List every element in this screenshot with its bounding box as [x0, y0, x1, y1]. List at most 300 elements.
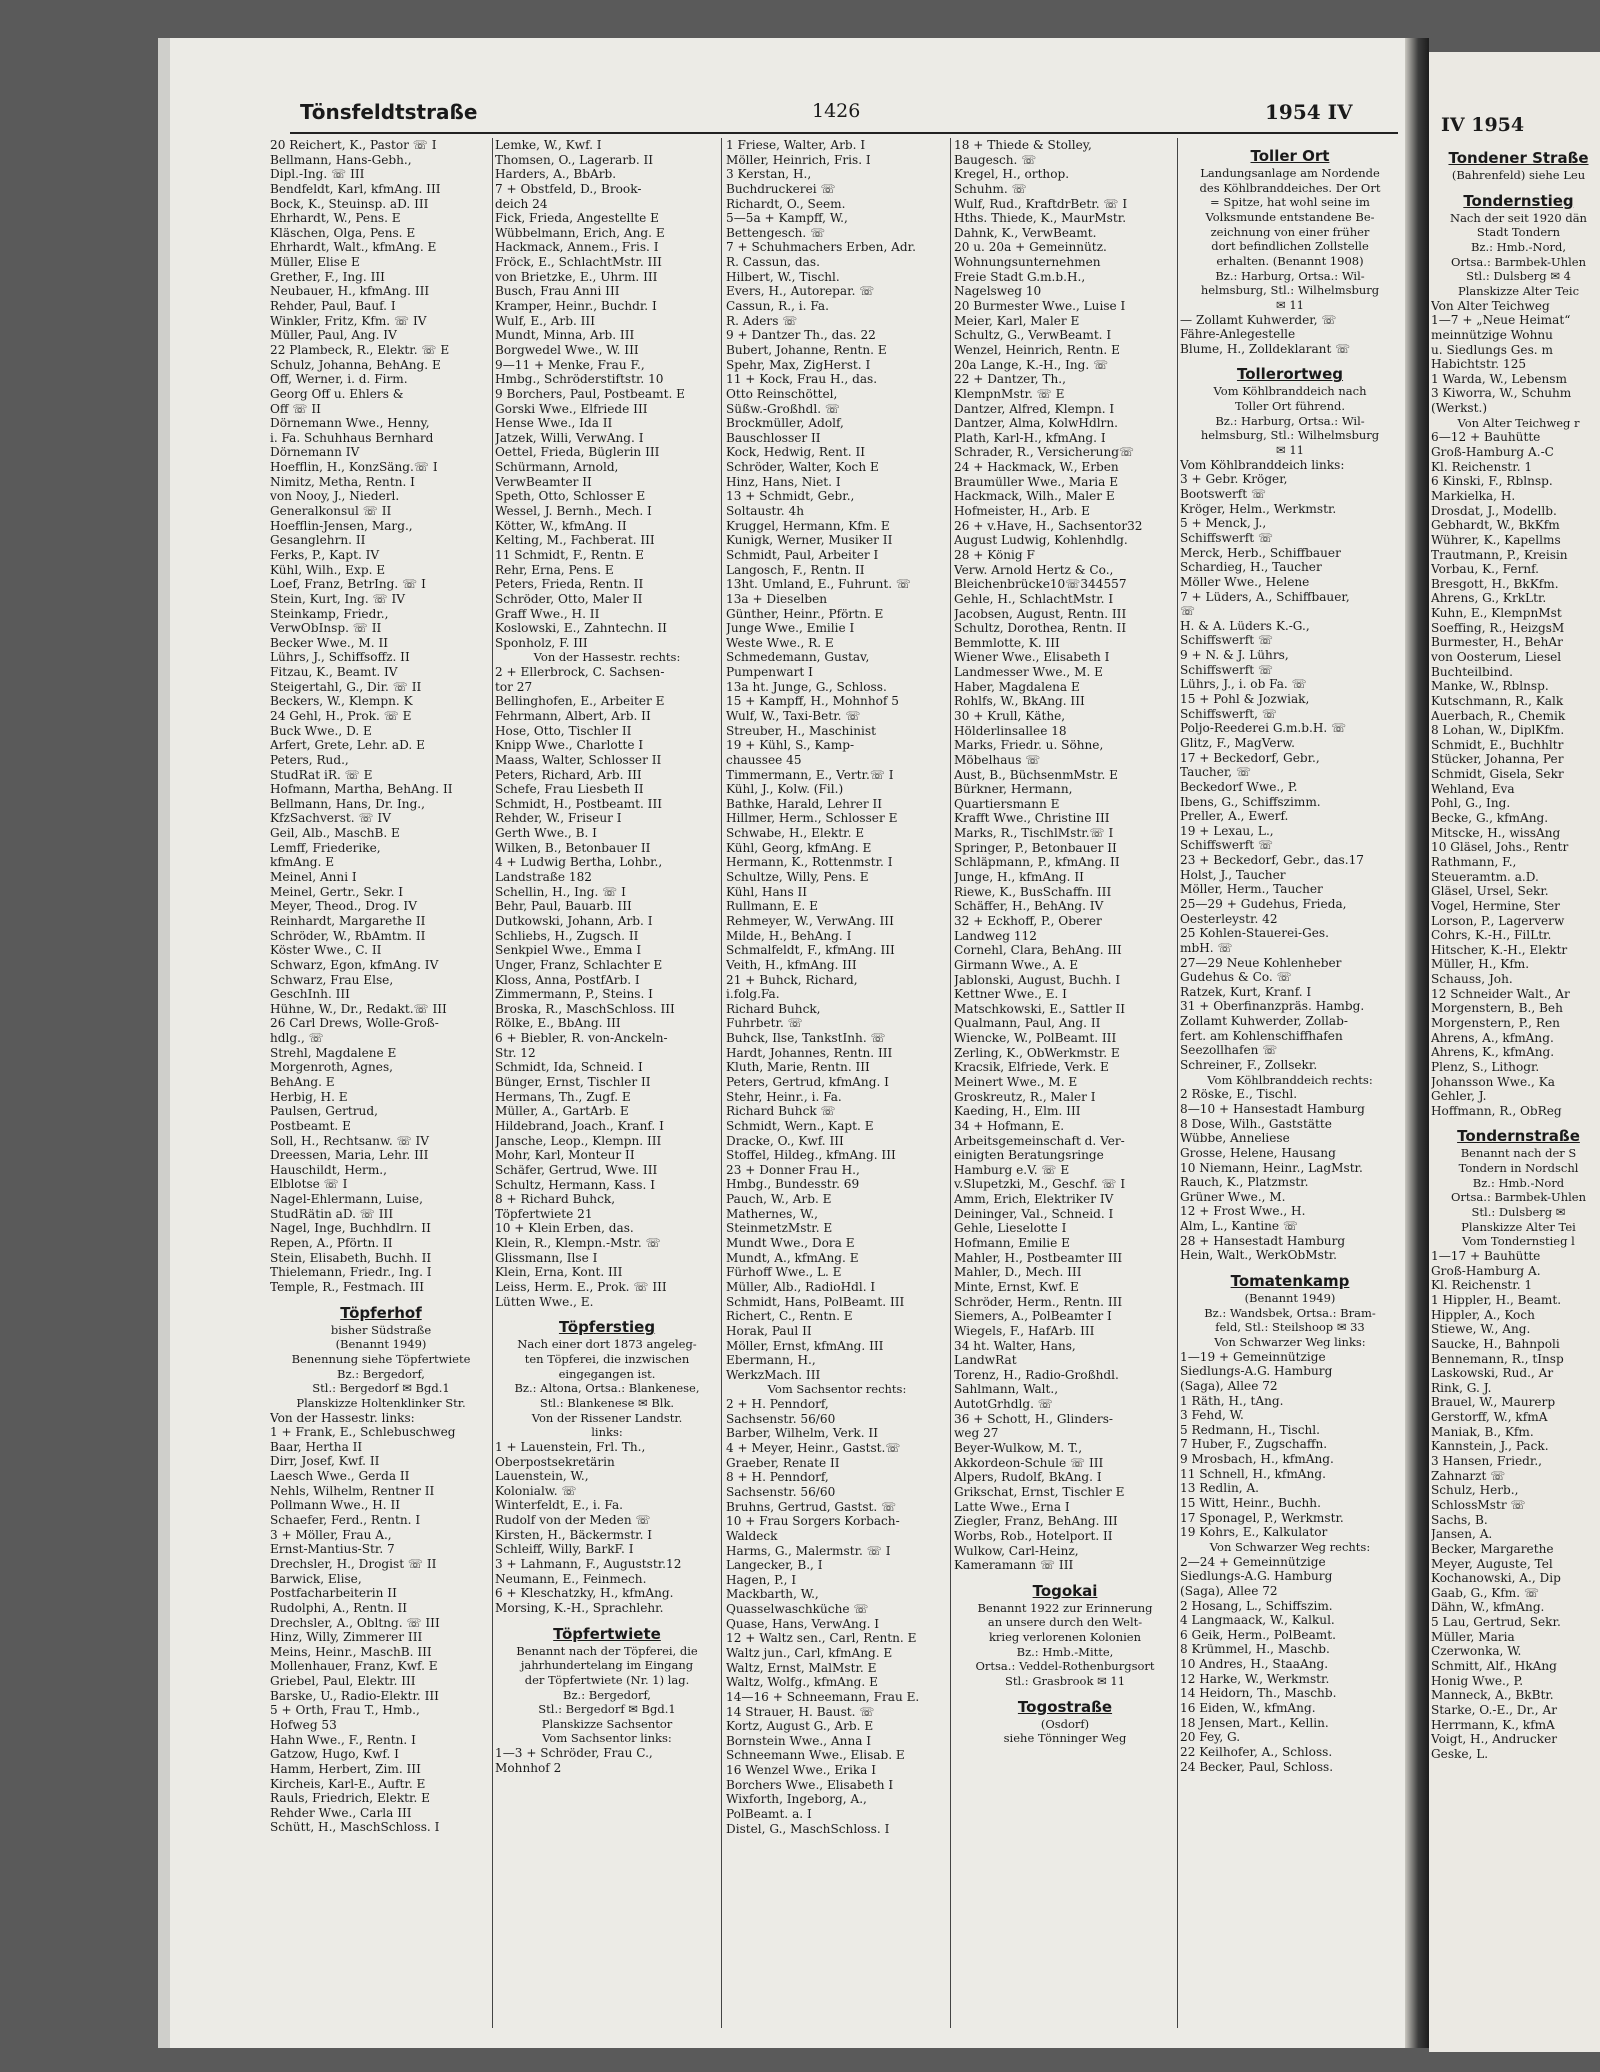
directory-entry: Gehle, Lieselotte I	[954, 1221, 1067, 1236]
directory-column-2	[495, 138, 719, 1775]
directory-entry: Gerstorff, W., kfmA	[1431, 1410, 1548, 1425]
directory-entry: 8 Krümmel, H., Maschb.	[1180, 1642, 1330, 1657]
directory-entry: Gerth Wwe., B. I	[495, 826, 597, 841]
directory-entry: Baugesch. ☏	[954, 152, 1037, 167]
directory-entry: Matschkowski, E., Sattler II	[954, 1001, 1126, 1016]
directory-entry: 5—5a + Kampff, W.,	[726, 211, 848, 226]
directory-entry: Pohl, G., Ing.	[1431, 796, 1511, 811]
directory-entry: Sachsenstr. 56/60	[726, 1484, 836, 1499]
directory-entry: Süßw.-Großhdl. ☏	[726, 401, 841, 416]
directory-entry: 16 Wenzel Wwe., Erika I	[726, 1763, 876, 1778]
directory-entry: Langecker, B., I	[726, 1558, 823, 1573]
directory-entry: Wiener Wwe., Elisabeth I	[954, 650, 1110, 665]
street-note: an unsere durch den Welt-	[987, 1615, 1143, 1630]
street-heading: Töpfertwiete	[553, 1624, 661, 1643]
directory-entry: Burmester, H., BehAr	[1431, 635, 1563, 650]
street-note: Nach der seit 1920 dän	[1450, 210, 1587, 225]
directory-entry: Rehder Wwe., Carla III	[270, 1805, 412, 1820]
directory-entry: Schrader, R., Versicherung☏	[954, 445, 1135, 460]
directory-entry: Alpers, Rudolf, BkAng. I	[954, 1470, 1102, 1485]
directory-entry: Schmidt, Hans, PolBeamt. III	[726, 1294, 905, 1309]
directory-entry: mbH. ☏	[1180, 940, 1233, 955]
directory-entry: 20 u. 20a + Gemeinnütz.	[954, 240, 1107, 255]
street-note: Vom Sachsentor rechts:	[767, 1382, 907, 1397]
directory-entry: Schiffswerft ☏	[1180, 633, 1274, 648]
directory-entry: Speth, Otto, Schlosser E	[495, 489, 646, 504]
directory-entry: Rölke, E., BbAng. III	[495, 1016, 621, 1031]
directory-entry: Kühl, Georg, kfmAng. E	[726, 840, 872, 855]
street-note: Ortsa.: Veddel-Rothenburgsort	[975, 1659, 1155, 1674]
directory-entry: Mollenhauer, Franz, Kwf. E	[270, 1659, 438, 1674]
directory-entry: Hamburg e.V. ☏ E	[954, 1162, 1070, 1177]
directory-entry: 25—29 + Gudehus, Frieda,	[1180, 896, 1347, 911]
directory-entry: Hinz, Willy, Zimmerer III	[270, 1630, 423, 1645]
directory-entry: Johansson Wwe., Ka	[1431, 1074, 1555, 1089]
street-note: Tondern in Nordschl	[1458, 1161, 1579, 1176]
directory-entry: 3 Kiworra, W., Schuhm	[1431, 386, 1572, 401]
directory-entry: Jansche, Leop., Klempn. III	[495, 1133, 662, 1148]
directory-entry: Kutschmann, R., Kalk	[1431, 693, 1564, 708]
directory-entry: Wulkow, Carl-Heinz,	[954, 1543, 1079, 1558]
directory-entry: Herrmann, K., kfmA	[1431, 1717, 1555, 1732]
directory-entry: Herbig, H. E	[270, 1089, 348, 1104]
street-heading: Tondernstraße	[1457, 1127, 1580, 1146]
directory-entry: Wübbe, Anneliese	[1180, 1131, 1290, 1146]
directory-entry: Schäffer, H., BehAng. IV	[954, 899, 1104, 914]
directory-entry: SteinmetzMstr. E	[726, 1221, 833, 1236]
directory-entry: 26 Carl Drews, Wolle-Groß-	[270, 1016, 439, 1031]
directory-entry: 28 + Hansestadt Hamburg	[1180, 1233, 1346, 1248]
directory-entry: Paulsen, Gertrud,	[270, 1104, 378, 1119]
directory-entry: 13a + Dieselben	[726, 591, 828, 606]
directory-entry: Becker Wwe., M. II	[270, 635, 389, 650]
directory-entry: Maniak, B., Kfm.	[1431, 1424, 1534, 1439]
street-note: Vom Tondernstieg l	[1462, 1234, 1575, 1249]
directory-entry: Vogel, Hermine, Ster	[1431, 898, 1560, 913]
directory-entry: Schiffswerft ☏	[1180, 838, 1274, 853]
street-note: siehe Tönninger Weg	[1003, 1731, 1127, 1746]
directory-entry: Drechsler, H., Drogist ☏ II	[270, 1556, 437, 1571]
directory-entry: Reinhardt, Margarethe II	[270, 913, 426, 928]
directory-entry: Zimmermann, P., Steins. I	[495, 987, 653, 1002]
directory-entry: Graeber, Renate II	[726, 1455, 840, 1470]
directory-entry: Dipl.-Ing. ☏ III	[270, 167, 365, 182]
directory-entry: Vorbau, K., Fernf.	[1431, 562, 1540, 577]
directory-entry: Wohnungsunternehmen	[954, 255, 1101, 270]
street-heading: Tondener Straße	[1448, 149, 1589, 167]
directory-entry: Kloss, Anna, PostfArb. I	[495, 972, 640, 987]
directory-entry: Nehls, Wilhelm, Rentner II	[270, 1483, 435, 1498]
directory-entry: Freie Stadt G.m.b.H.,	[954, 269, 1086, 284]
directory-entry: Bock, K., Steuinsp. aD. III	[270, 196, 429, 211]
directory-entry: Köster Wwe., C. II	[270, 943, 382, 958]
directory-entry: Hamm, Herbert, Zim. III	[270, 1761, 421, 1776]
directory-entry: Holst, J., Taucher	[1180, 867, 1286, 882]
directory-entry: 17 + Beckedorf, Gebr.,	[1180, 750, 1320, 765]
directory-entry: Richard Buhck ☏	[726, 1104, 836, 1119]
directory-entry: Ahrens, G., KrkLtr.	[1431, 591, 1547, 606]
running-head-street: Tönsfeldtstraße	[300, 100, 478, 124]
directory-entry: tor 27	[495, 679, 533, 694]
directory-entry: Hölderlinsallee 18	[954, 723, 1067, 738]
directory-entry: SchlossMstr ☏	[1431, 1497, 1526, 1512]
directory-entry: Mohr, Karl, Monteur II	[495, 1148, 635, 1163]
street-note: helmsburg, Stl.: Wilhelmsburg	[1200, 428, 1380, 443]
directory-entry: Groß-Hamburg A.	[1431, 1263, 1541, 1278]
directory-entry: Cornehl, Clara, BehAng. III	[954, 943, 1122, 958]
directory-entry: Wenzel, Heinrich, Rentn. E	[954, 342, 1120, 357]
directory-entry: Fitzau, K., Beamt. IV	[270, 665, 398, 680]
directory-entry: Meinel, Anni I	[270, 870, 357, 885]
directory-entry: 5 Lau, Gertrud, Sekr.	[1431, 1615, 1561, 1630]
directory-entry: Plenz, S., Lithogr.	[1431, 1059, 1540, 1074]
column-rule	[950, 138, 951, 2028]
directory-entry: 13ht. Umland, E., Fuhrunt. ☏	[726, 577, 912, 592]
directory-entry: Ahrens, K., kfmAng.	[1431, 1045, 1555, 1060]
directory-entry: Veith, H., kfmAng. III	[726, 957, 857, 972]
directory-entry: Wessel, J. Bernh., Mech. I	[495, 504, 652, 519]
directory-entry: Von Alter Teichweg	[1431, 298, 1550, 313]
directory-entry: Nimitz, Metha, Rentn. I	[270, 474, 415, 489]
directory-entry: Schuhm. ☏	[954, 181, 1027, 196]
directory-entry: 12 Schneider Walt., Ar	[1431, 986, 1570, 1001]
directory-entry: weg 27	[954, 1426, 999, 1441]
directory-entry: Waltz jun., Carl, kfmAng. E	[726, 1646, 893, 1660]
running-head-year: 1954 IV	[1265, 100, 1353, 124]
directory-entry: Gesanglehrn. II	[270, 533, 366, 548]
directory-entry: 3 + Lahmann, F., Auguststr.12	[495, 1556, 682, 1571]
directory-entry: Rohlfs, W., BkAng. III	[954, 694, 1085, 709]
directory-entry: 34 + Hofmann, E.	[954, 1118, 1065, 1133]
directory-entry: 5 + Orth, Frau T., Hmb.,	[270, 1703, 420, 1718]
directory-column-5	[1180, 138, 1400, 1774]
directory-entry: Akkordeon-Schule ☏ III	[954, 1455, 1104, 1470]
directory-entry: Senkpiel Wwe., Emma I	[495, 943, 642, 958]
directory-entry: Klein, Erna, Kont. III	[495, 1265, 623, 1280]
directory-entry: 14 Heidorn, Th., Maschb.	[1180, 1686, 1337, 1701]
directory-entry: Mathernes, W.,	[726, 1206, 819, 1221]
directory-entry: 24 Becker, Paul, Schloss.	[1180, 1759, 1334, 1774]
directory-entry: Gatzow, Hugo, Kwf. I	[270, 1747, 399, 1762]
directory-entry: Aust, B., BüchsenmMstr. E	[954, 767, 1118, 782]
directory-entry: Landmesser Wwe., M. E	[954, 665, 1103, 680]
directory-entry: Gudehus & Co. ☏	[1180, 970, 1292, 985]
directory-entry: Barber, Wilhelm, Verk. II	[726, 1426, 878, 1441]
directory-entry: Schmitt, Alf., HkAng	[1431, 1659, 1557, 1674]
directory-entry: Stehr, Heinr., i. Fa.	[726, 1089, 842, 1104]
directory-entry: Schmidt, E., Buchhltr	[1431, 737, 1564, 752]
directory-entry: Marks, R., TischlMstr.☏ I	[954, 826, 1114, 841]
directory-entry: Honig Wwe., P.	[1431, 1673, 1524, 1688]
street-heading: Tondernstieg	[1463, 191, 1574, 210]
street-note: (Benannt 1949)	[335, 1337, 427, 1352]
directory-entry: 11 Schnell, H., kfmAng.	[1180, 1466, 1326, 1481]
directory-entry: Cassun, R., i. Fa.	[726, 299, 829, 314]
directory-entry: 30 + Krull, Käthe,	[954, 708, 1066, 723]
street-note: ✉ 11	[1276, 443, 1304, 458]
directory-entry: Morgenstern, P., Ren	[1431, 1016, 1560, 1030]
directory-entry: Plath, Karl-H., kfmAng. I	[954, 430, 1106, 445]
directory-entry: GeschInh. III	[270, 987, 350, 1002]
directory-entry: 2 + H. Penndorf,	[726, 1397, 829, 1412]
street-note: Volksmunde entstandene Be-	[1205, 209, 1375, 224]
directory-entry: Stiewe, W., Ang.	[1431, 1322, 1531, 1337]
directory-entry: Cohrs, K.-H., FilLtr.	[1431, 928, 1552, 943]
directory-entry: Torenz, H., Radio-Großhdl.	[954, 1367, 1119, 1382]
directory-entry: 18 + Thiede & Stolley,	[954, 138, 1092, 152]
directory-entry: Streuber, H., Maschinist	[726, 723, 876, 738]
street-note: Bz.: Bergedorf,	[563, 1687, 651, 1702]
directory-entry: Schmidt, Paul, Arbeiter I	[726, 547, 879, 562]
directory-entry: Kläschen, Olga, Pens. E	[270, 225, 416, 240]
street-note: Planskizze Holtenklinker Str.	[296, 1395, 466, 1410]
street-note: jahrhundertelang im Eingang	[520, 1658, 694, 1673]
directory-entry: Beckedorf Wwe., P.	[1180, 779, 1298, 794]
directory-entry: Amm, Erich, Elektriker IV	[954, 1192, 1114, 1207]
directory-entry: Ibens, G., Schiffszimm.	[1180, 794, 1321, 809]
directory-entry: 6—12 + Bauhütte	[1431, 430, 1541, 445]
directory-entry: LandwRat	[954, 1353, 1017, 1368]
directory-entry: Rullmann, E. E	[726, 899, 818, 914]
directory-entry: WerkzMach. III	[726, 1367, 821, 1382]
directory-entry: 11 + Kock, Frau H., das.	[726, 372, 878, 387]
directory-entry: Schäfer, Gertrud, Wwe. III	[495, 1162, 658, 1177]
directory-entry: Neumann, E., Feinmech.	[495, 1571, 647, 1586]
directory-entry: Markielka, H.	[1431, 488, 1516, 503]
street-note: Planskizze Alter Tei	[1461, 1219, 1576, 1234]
directory-entry: 20a Lange, K.-H., Ing. ☏	[954, 357, 1109, 372]
directory-entry: Neubauer, H., kfmAng. III	[270, 284, 430, 299]
directory-entry: Marks, Friedr. u. Söhne,	[954, 738, 1104, 753]
directory-entry: Hose, Otto, Tischler II	[495, 723, 632, 738]
directory-entry: 3 + Gebr. Kröger,	[1180, 472, 1288, 487]
directory-entry: Steueramtm. a.D.	[1431, 869, 1539, 884]
directory-entry: Becker, Margarethe	[1431, 1541, 1554, 1556]
directory-entry: Lührs, J., Schiffsoffz. II	[270, 650, 410, 665]
directory-entry: Kl. Reichenstr. 1	[1431, 1278, 1533, 1293]
directory-entry: Müller, Alb., RadioHdl. I	[726, 1279, 876, 1294]
directory-entry: Kettner Wwe., E. I	[954, 987, 1067, 1002]
directory-entry: Wiencke, W., PolBeamt. III	[954, 1031, 1117, 1046]
directory-entry: Müller, Elise E	[270, 255, 360, 270]
directory-entry: Haber, Magdalena E	[954, 679, 1080, 694]
directory-entry: Taucher, ☏	[1180, 765, 1252, 780]
directory-entry: Landweg 112	[954, 928, 1037, 943]
directory-entry: i.folg.Fa.	[726, 987, 780, 1002]
directory-entry: Bellmann, Hans, Dr. Ing.,	[270, 796, 425, 811]
directory-entry: Schreiner, F., Zollsekr.	[1180, 1058, 1318, 1073]
directory-entry: Kircheis, Karl-E., Auftr. E	[270, 1776, 426, 1791]
directory-entry: Bresgott, H., BkKfm.	[1431, 576, 1559, 591]
directory-entry: 6 + Kleschatzky, H., kfmAng.	[495, 1586, 674, 1601]
directory-entry: Wübbelmann, Erich, Ang. E	[495, 225, 665, 240]
directory-entry: Beckers, W., Klempn. K	[270, 694, 413, 709]
directory-entry: 24 Gehl, H., Prok. ☏ E	[270, 708, 412, 723]
directory-entry: 1 Warda, W., Lebensm	[1431, 371, 1567, 386]
street-heading: Togostraße	[1017, 1697, 1113, 1716]
directory-entry: 31 + Oberfinanzpräs. Hambg.	[1180, 999, 1365, 1014]
directory-entry: Möller, Heinrich, Fris. I	[726, 152, 871, 167]
directory-entry: Hermann, K., Rottenmstr. I	[726, 855, 893, 870]
directory-entry: 9 Borchers, Paul, Postbeamt. E	[495, 386, 685, 401]
directory-entry: Ebermann, H.,	[726, 1353, 816, 1368]
street-note: Ortsa.: Barmbek-Uhlen	[1450, 1190, 1586, 1205]
directory-entry: Schürmann, Arnold,	[495, 460, 619, 475]
directory-entry: Günther, Heinr., Pförtn. E	[726, 606, 884, 621]
directory-entry: Barwick, Elise,	[270, 1571, 362, 1586]
directory-entry: Rehmeyer, W., VerwAng. III	[726, 913, 894, 928]
directory-entry: Harms, G., Malermstr. ☏ I	[726, 1543, 891, 1558]
directory-entry: Pollmann Wwe., H. II	[270, 1498, 401, 1513]
directory-entry: Möller Wwe., Helene	[1180, 574, 1310, 589]
street-heading: Töpferhof	[340, 1303, 422, 1322]
directory-entry: Alm, L., Kantine ☏	[1180, 1219, 1298, 1234]
directory-entry: Ehrhardt, W., Pens. E	[270, 211, 401, 226]
directory-entry: Peters, Gertrud, kfmAng. I	[726, 1075, 889, 1089]
directory-entry: Graff Wwe., H. II	[495, 606, 600, 621]
directory-entry: Fürhoff Wwe., L. E	[726, 1265, 842, 1280]
directory-entry: Wulf, E., Arb. III	[495, 313, 595, 328]
directory-entry: Kochanowski, A., Dip	[1431, 1571, 1561, 1586]
directory-entry: Gebhardt, W., BkKfm	[1431, 518, 1560, 533]
directory-entry: Kolonialw. ☏	[495, 1483, 577, 1498]
directory-entry: Lorson, P., Lagerverw	[1431, 913, 1565, 928]
directory-column-3	[726, 138, 948, 1836]
street-note: Benannt 1922 zur Erinnerung	[977, 1600, 1153, 1615]
directory-entry: Zerling, K., ObWerkmstr. E	[954, 1045, 1120, 1060]
directory-entry: Schultz, Hermann, Kass. I	[495, 1177, 655, 1192]
directory-entry: Rudolf von der Meden ☏	[495, 1513, 651, 1528]
directory-entry: Thielemann, Friedr., Ing. I	[270, 1265, 432, 1280]
directory-entry: Girmann Wwe., A. E	[954, 957, 1079, 972]
directory-entry: Gläsel, Ursel, Sekr.	[1431, 884, 1549, 899]
street-note: Benannt nach der S	[1460, 1146, 1577, 1161]
directory-entry: Rauls, Friedrich, Elektr. E	[270, 1791, 430, 1806]
directory-entry: Hoefflin, H., KonzSäng.☏ I	[270, 460, 438, 475]
directory-entry: Bauschlosser II	[726, 430, 821, 445]
directory-entry: Gehler, J.	[1431, 1089, 1487, 1104]
directory-entry: Georg Off u. Ehlers &	[270, 386, 404, 401]
directory-entry: Drechsler, A., Obltng. ☏ III	[270, 1615, 440, 1630]
directory-entry: 23 + Donner Frau H.,	[726, 1162, 860, 1177]
directory-entry: Jatzek, Willi, VerwAng. I	[495, 430, 644, 445]
directory-entry: von Nooy, J., Niederl.	[270, 489, 400, 504]
directory-entry: Schwarz, Egon, kfmAng. IV	[270, 957, 439, 972]
directory-entry: (Saga), Allee 72	[1180, 1378, 1278, 1393]
directory-entry: Krafft Wwe., Christine III	[954, 811, 1110, 826]
directory-entry: Winterfeldt, E., i. Fa.	[495, 1498, 624, 1513]
directory-entry: Horak, Paul II	[726, 1323, 812, 1338]
directory-entry: R. Aders ☏	[726, 313, 798, 328]
directory-entry: Generalkonsul ☏ II	[270, 504, 392, 519]
directory-entry: Meinel, Gertr., Sekr. I	[270, 884, 404, 899]
directory-entry: Laesch Wwe., Gerda II	[270, 1469, 410, 1484]
directory-entry: Richard Buhck,	[726, 1001, 821, 1016]
directory-entry: Worbs, Rob., Hotelport. II	[954, 1528, 1113, 1543]
directory-entry: Soeffing, R., HeizgsM	[1431, 620, 1565, 635]
directory-entry: Otto Reinschöttel,	[726, 386, 838, 401]
directory-entry: Schauss, Joh.	[1431, 972, 1513, 987]
directory-entry: Geil, Alb., MaschB. E	[270, 826, 400, 841]
directory-entry: Wixforth, Ingeborg, A.,	[726, 1792, 867, 1807]
directory-entry: Drosdat, J., Modellb.	[1431, 503, 1557, 518]
directory-entry: Oesterleystr. 42	[1180, 911, 1278, 926]
street-note: Von der Rissener Landstr.	[531, 1410, 683, 1425]
directory-entry: i. Fa. Schuhhaus Bernhard	[270, 430, 434, 445]
directory-entry: Distel, G., MaschSchloss. I	[726, 1821, 890, 1836]
street-note: des Köhlbranddeiches. Der Ort	[1199, 180, 1381, 195]
directory-entry: Starke, O.-E., Dr., Ar	[1431, 1702, 1558, 1717]
street-note: Planskizze Sachsentor	[541, 1716, 673, 1731]
directory-entry: Quasselwaschküche ☏	[726, 1602, 869, 1617]
directory-entry: PolBeamt. a. I	[726, 1807, 812, 1822]
facing-page-column	[1431, 140, 1600, 1762]
directory-entry: Rink, G. J.	[1431, 1380, 1492, 1395]
directory-entry: Landstraße 182	[495, 870, 592, 885]
directory-entry: Latte Wwe., Erna I	[954, 1499, 1070, 1514]
directory-entry: Bendfeldt, Karl, kfmAng. III	[270, 181, 441, 196]
directory-entry: Morsing, K.-H., Sprachlehr.	[495, 1600, 664, 1615]
directory-entry: Off ☏ II	[270, 401, 321, 416]
directory-entry: Hmbg., Schröderstiftstr. 10	[495, 372, 664, 387]
directory-entry: Jablonski, August, Buchh. I	[954, 972, 1121, 987]
directory-entry: 10 + Klein Erben, das.	[495, 1221, 634, 1236]
directory-entry: Harders, A., BbArb.	[495, 167, 617, 182]
directory-entry: Möbelhaus ☏	[954, 752, 1041, 767]
directory-entry: 9—11 + Menke, Frau F.,	[495, 357, 645, 372]
directory-entry: Sachs, B.	[1431, 1512, 1488, 1527]
directory-entry: Hoffmann, R., ObReg	[1431, 1103, 1562, 1118]
directory-entry: Rathmann, F.,	[1431, 854, 1517, 869]
directory-entry: Baar, Hertha II	[270, 1439, 363, 1454]
directory-entry: Groskreutz, R., Maler I	[954, 1089, 1096, 1104]
directory-entry: Fuhrbetr. ☏	[726, 1016, 803, 1031]
directory-entry: 6 + Biebler, R. von-Anckeln-	[495, 1031, 668, 1046]
directory-entry: Ernst-Mantius-Str. 7	[270, 1542, 395, 1557]
directory-entry: Jacobsen, August, Rentn. III	[954, 606, 1127, 621]
street-note: Vom Köhlbranddeich rechts:	[1207, 1072, 1373, 1087]
directory-entry: 22 Keilhofer, A., Schloss.	[1180, 1744, 1333, 1759]
directory-entry: Buchteilbind.	[1431, 664, 1513, 679]
street-note: Vom Sachsentor links:	[542, 1731, 672, 1746]
directory-entry: Hahn Wwe., F., Rentn. I	[270, 1732, 416, 1747]
directory-entry: Schmidt, H., Postbeamt. III	[495, 796, 663, 811]
directory-entry: Dreessen, Maria, Lehr. III	[270, 1148, 429, 1163]
directory-entry: Loef, Franz, BetrIng. ☏ I	[270, 577, 426, 592]
directory-entry: Borgwedel Wwe., W. III	[495, 342, 639, 357]
directory-entry: Repen, A., Pförtn. II	[270, 1236, 393, 1251]
directory-entry: Pauch, W., Arb. E	[726, 1192, 832, 1207]
directory-entry: v.Slupetzki, M., Geschf. ☏ I	[954, 1177, 1126, 1192]
directory-entry: Grether, F., Ing. III	[270, 269, 385, 284]
directory-entry: Kruggel, Hermann, Kfm. E	[726, 518, 890, 533]
directory-entry: Bellinghofen, E., Arbeiter E	[495, 694, 665, 709]
directory-entry: KlempnMstr. ☏ E	[954, 386, 1065, 401]
directory-entry: Kameramann ☏ III	[954, 1558, 1074, 1573]
directory-entry: Mahler, H., Postbeamter III	[954, 1250, 1123, 1265]
directory-entry: Rehr, Erna, Pens. E	[495, 562, 614, 577]
directory-entry: Kracsik, Elfriede, Verk. E	[954, 1060, 1109, 1075]
street-note: Bz.: Harburg, Ortsa.: Wil-	[1215, 413, 1365, 428]
directory-entry: Grikschat, Ernst, Tischler E	[954, 1484, 1125, 1499]
directory-entry: Schiffswerft, ☏	[1180, 706, 1277, 721]
directory-entry: Schütt, H., MaschSchloss. I	[270, 1820, 440, 1835]
directory-entry: Koslowski, E., Zahntechn. II	[495, 621, 667, 636]
directory-entry: 13 Redlin, A.	[1180, 1481, 1260, 1496]
directory-entry: Rehder, W., Friseur I	[495, 811, 622, 826]
directory-entry: 4 + Meyer, Heinr., Gastst.☏	[726, 1441, 901, 1456]
directory-entry: Mundt, A., kfmAng. E	[726, 1250, 859, 1265]
